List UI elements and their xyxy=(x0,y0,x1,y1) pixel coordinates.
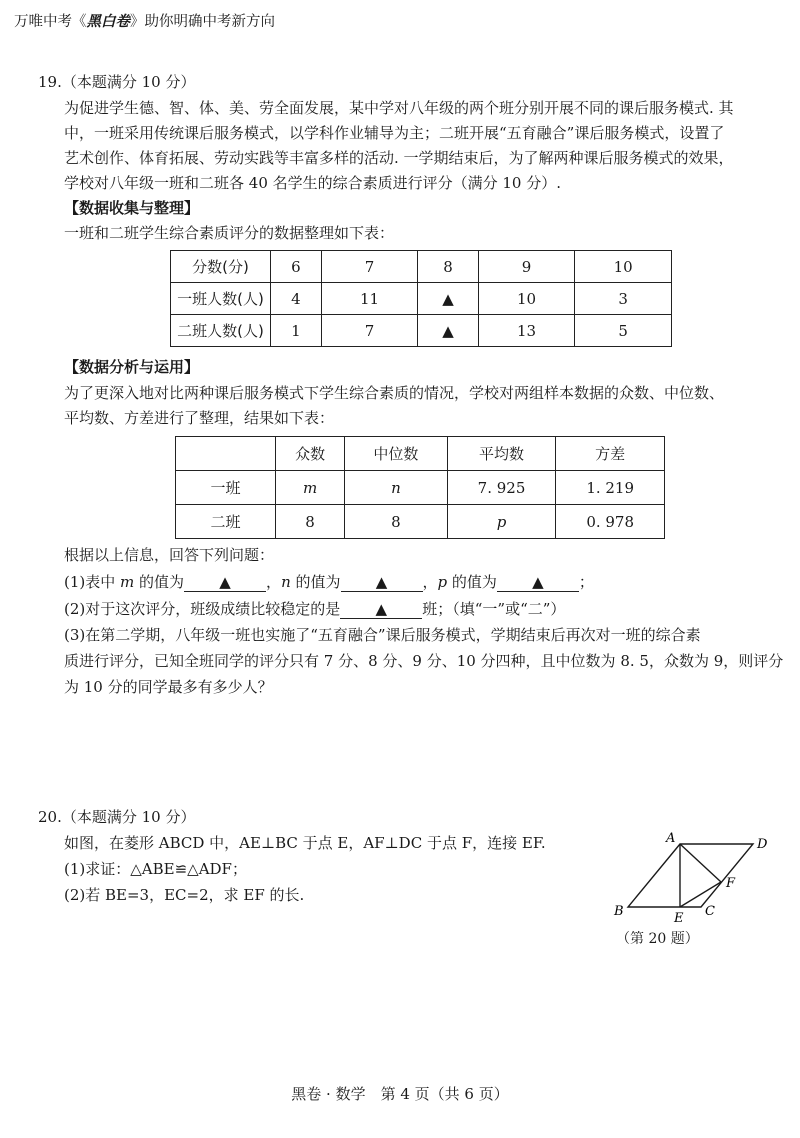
table-cell: 6 xyxy=(271,251,322,283)
separator: ， xyxy=(266,573,282,591)
table-cell: ▲ xyxy=(418,283,478,315)
table-cell: 3 xyxy=(575,283,672,315)
sub-question-1 xyxy=(64,570,594,594)
rhombus-figure xyxy=(600,825,780,930)
header-suffix: 》助你明确中考新方向 xyxy=(130,14,275,30)
table-cell: 10 xyxy=(575,251,672,283)
table-header-cell xyxy=(176,437,276,471)
sub-question-2-suffix: 班；（填“一”或“二”） xyxy=(422,600,566,618)
q20-line: (1)求证：△ABE≌△ADF； xyxy=(64,860,247,878)
q19-points: （本题满分 10 分） xyxy=(61,73,196,91)
segment-af xyxy=(680,844,721,882)
page-header xyxy=(14,10,275,31)
table-row xyxy=(171,283,672,315)
table-cell: 0. 978 xyxy=(556,505,665,539)
answer-blank-class[interactable]: ▲ xyxy=(340,600,422,619)
separator: ， xyxy=(422,573,438,591)
table-cell: 8 xyxy=(276,505,345,539)
table-cell: 5 xyxy=(575,315,672,347)
answer-blank-p[interactable]: ▲ xyxy=(497,573,579,592)
label-c: C xyxy=(705,904,715,919)
sub-question-3-line: (3)在第二学期，八年级一班也实施了“五育融合”课后服务模式，学期结束后再次对一班的综合素 xyxy=(64,626,701,644)
end-mark: ； xyxy=(578,573,594,591)
table-cell: 13 xyxy=(478,315,575,347)
label-a: A xyxy=(666,831,676,846)
table-cell: 8 xyxy=(418,251,478,283)
table-row xyxy=(176,471,665,505)
table-cell: 8 xyxy=(345,505,448,539)
answer-intro: 根据以上信息，回答下列问题： xyxy=(64,546,275,564)
table-header-cell: 众数 xyxy=(276,437,345,471)
page-footer: 黑卷 · 数学 第 4 页（共 6 页） xyxy=(291,1085,509,1103)
table-row xyxy=(176,437,665,471)
table-cell: 11 xyxy=(321,283,418,315)
q19-intro-line: 为促进学生德、智、体、美、劳全面发展，某中学对八年级的两个班分别开展不同的课后服务模式. 其 xyxy=(64,99,734,117)
q20-line: (2)若 BE=3，EC=2，求 EF 的长. xyxy=(64,886,305,904)
table-cell: ▲ xyxy=(418,315,478,347)
statistics-table xyxy=(175,436,665,539)
table-cell: 二班人数(人) xyxy=(171,315,271,347)
sub-question-3-line: 质进行评分，已知全班同学的评分只有 7 分、8 分、9 分、10 分四种，且中位数为 8. 5，众数为 9，则评分 xyxy=(64,652,784,670)
table-header-cell: 方差 xyxy=(556,437,665,471)
var-p: p xyxy=(437,573,448,591)
q20-points: （本题满分 10 分） xyxy=(61,808,196,826)
q19-intro-line: 学校对八年级一班和二班各 40 名学生的综合素质进行评分（满分 10 分）. xyxy=(64,174,562,192)
sub-question-1-text: 的值为 xyxy=(290,573,341,591)
table-cell: 一班人数(人) xyxy=(171,283,271,315)
label-f: F xyxy=(726,876,736,891)
table-cell: 分数(分) xyxy=(171,251,271,283)
q19-heading xyxy=(38,70,195,94)
label-b: B xyxy=(614,904,624,919)
sub-question-1-text: 的值为 xyxy=(447,573,497,591)
table-cell: 1. 219 xyxy=(556,471,665,505)
sub-question-3-line: 为 10 分的同学最多有多少人？ xyxy=(64,678,273,696)
section-data-collection-title: 【数据收集与整理】 xyxy=(64,199,200,217)
q19-intro-line: 中，一班采用传统课后服务模式，以学科作业辅导为主；二班开展“五育融合”课后服务模式，设置了 xyxy=(64,124,725,142)
sub-question-1-prefix: (1)表中 xyxy=(64,573,121,591)
figure-caption: （第 20 题） xyxy=(616,931,699,947)
header-brand: 黑白卷 xyxy=(86,14,130,30)
table-cell: n xyxy=(345,471,448,505)
table-cell: 4 xyxy=(271,283,322,315)
section-data-analysis-line: 为了更深入地对比两种课后服务模式下学生综合素质的情况，学校对两组样本数据的众数、中位数、 xyxy=(64,384,725,402)
table-cell: 7 xyxy=(321,315,418,347)
table-cell: 7. 925 xyxy=(447,471,556,505)
table-cell: 7 xyxy=(321,251,418,283)
table-header-cell: 中位数 xyxy=(345,437,448,471)
section-data-collection-text: 一班和二班学生综合素质评分的数据整理如下表： xyxy=(64,224,395,242)
table-row xyxy=(176,505,665,539)
sub-question-2 xyxy=(64,597,565,621)
var-n: n xyxy=(281,573,291,591)
section-data-analysis-line: 平均数、方差进行了整理，结果如下表： xyxy=(64,409,335,427)
answer-blank-m[interactable]: ▲ xyxy=(184,573,266,592)
table-cell: p xyxy=(447,505,556,539)
section-data-analysis-title: 【数据分析与运用】 xyxy=(64,358,200,376)
header-prefix: 万唯中考《 xyxy=(14,14,87,30)
var-m: m xyxy=(120,573,135,591)
table-cell: 一班 xyxy=(176,471,276,505)
table-cell: m xyxy=(276,471,345,505)
table-cell: 二班 xyxy=(176,505,276,539)
sub-question-1-text: 的值为 xyxy=(134,573,185,591)
table-row xyxy=(171,315,672,347)
q19-number: 19. xyxy=(38,73,62,91)
table-cell: 9 xyxy=(478,251,575,283)
table-header-cell: 平均数 xyxy=(447,437,556,471)
label-e: E xyxy=(674,911,684,926)
answer-blank-n[interactable]: ▲ xyxy=(341,573,423,592)
score-distribution-table xyxy=(170,250,672,347)
table-cell: 1 xyxy=(271,315,322,347)
table-cell: 10 xyxy=(478,283,575,315)
q20-line: 如图，在菱形 ABCD 中，AE⊥BC 于点 E，AF⊥DC 于点 F，连接 EF. xyxy=(64,834,546,852)
table-row xyxy=(171,251,672,283)
label-d: D xyxy=(757,837,768,852)
q20-heading xyxy=(38,805,195,829)
sub-question-2-prefix: (2)对于这次评分，班级成绩比较稳定的是 xyxy=(64,600,341,618)
q19-intro-line: 艺术创作、体育拓展、劳动实践等丰富多样的活动. 一学期结束后，为了解两种课后服务模式的效果， xyxy=(64,149,734,167)
q20-number: 20. xyxy=(38,808,62,826)
